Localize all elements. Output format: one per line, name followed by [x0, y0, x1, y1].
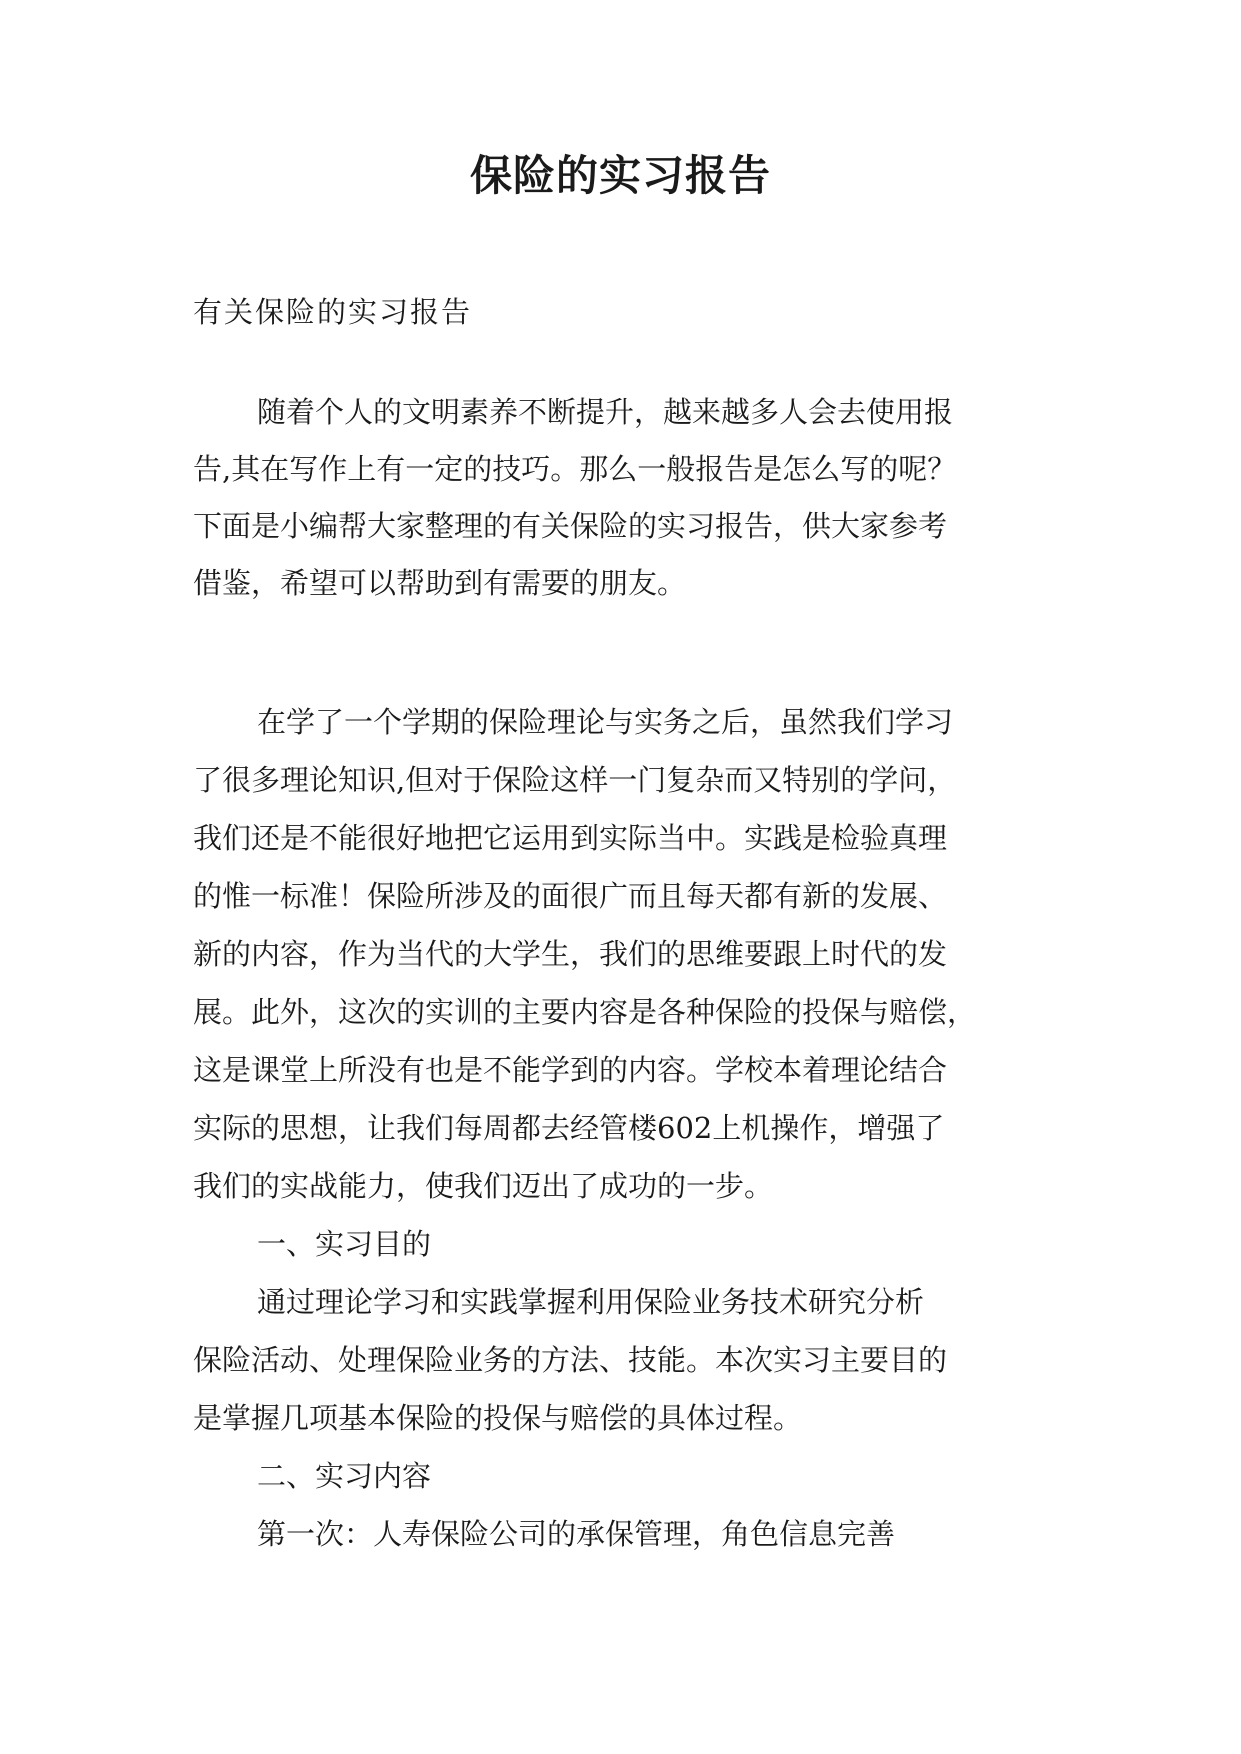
paragraph-line: 告,其在写作上有一定的技巧。那么一般报告是怎么写的呢？ — [193, 452, 957, 486]
document-title: 保险的实习报告 — [469, 151, 771, 200]
paragraph-line: 在学了一个学期的保险理论与实务之后，虽然我们学习 — [257, 705, 954, 739]
paragraph-line: 下面是小编帮大家整理的有关保险的实习报告，供大家参考 — [193, 509, 948, 543]
paragraph-line: 我们还是不能很好地把它运用到实际当中。实践是检验真理 — [193, 821, 948, 855]
paragraph-line: 这是课堂上所没有也是不能学到的内容。学校本着理论结合 — [193, 1053, 948, 1087]
paragraph-line: 展。此外，这次的实训的主要内容是各种保险的投保与赔偿， — [193, 995, 977, 1029]
paragraph-line: 新的内容，作为当代的大学生，我们的思维要跟上时代的发 — [193, 937, 948, 971]
paragraph-line: 保险活动、处理保险业务的方法、技能。本次实习主要目的 — [193, 1343, 948, 1377]
paragraph-line: 实际的思想，让我们每周都去经管楼602上机操作，增强了 — [193, 1111, 945, 1145]
paragraph-line: 第一次：人寿保险公司的承保管理，角色信息完善 — [257, 1517, 896, 1551]
paragraph-line: 我们的实战能力，使我们迈出了成功的一步。 — [193, 1169, 774, 1203]
section-heading: 一、实习目的 — [257, 1227, 432, 1261]
paragraph-line: 随着个人的文明素养不断提升，越来越多人会去使用报 — [257, 395, 954, 429]
paragraph-line: 借鉴，希望可以帮助到有需要的朋友。 — [193, 566, 687, 600]
document-subtitle: 有关保险的实习报告 — [193, 295, 473, 329]
paragraph-line: 是掌握几项基本保险的投保与赔偿的具体过程。 — [193, 1401, 803, 1435]
paragraph-line: 了很多理论知识,但对于保险这样一门复杂而又特别的学问， — [193, 763, 957, 797]
paragraph-line: 通过理论学习和实践掌握利用保险业务技术研究分析 — [257, 1285, 925, 1319]
paragraph-line: 的惟一标准！保险所涉及的面很广而且每天都有新的发展、 — [193, 879, 948, 913]
section-heading: 二、实习内容 — [257, 1459, 432, 1493]
